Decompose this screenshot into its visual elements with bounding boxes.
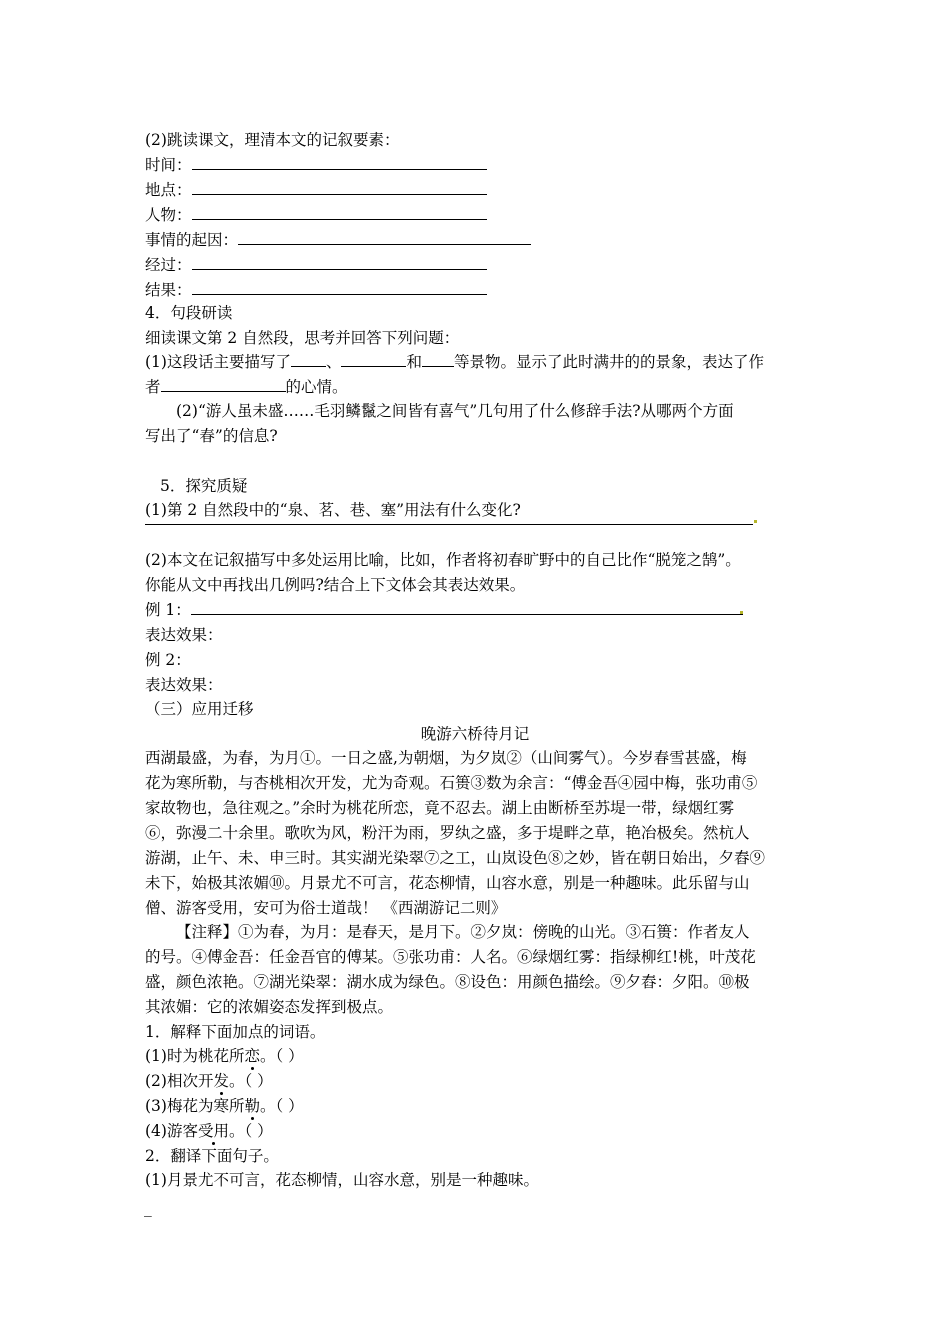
e1c-text: (3)梅花为寒所 <box>145 1097 245 1115</box>
question-2-line-2: 写出了“春”的信息? <box>145 427 278 445</box>
q1-text-e: 者 <box>145 378 161 396</box>
people-row <box>145 205 487 225</box>
cause-row <box>145 230 531 250</box>
section-5-question-2-line-2: 你能从文中再找出几例吗?结合上下文体会其表达效果。 <box>145 576 526 594</box>
q1-text-d: 等景物。显示了此时满井的的景象，表达了作 <box>454 353 765 371</box>
e1c-dotted-word: 勒 <box>244 1097 260 1115</box>
cause-blank[interactable] <box>238 230 531 245</box>
notes-line-1: 【注释】①为春，为月：是春天，是月下。②夕岚：傍晚的山光。③石篑：作者友人 <box>176 923 750 941</box>
exercise-2-heading: 2．翻译下面句子。 <box>145 1147 279 1165</box>
passage-line-7: 僧、游客受用，安可为俗士道哉！ 《西湖游记二则》 <box>145 899 507 917</box>
q1-text-b: 、 <box>325 353 342 371</box>
section-4-intro: 细读课文第 2 自然段，思考并回答下列问题： <box>145 329 460 347</box>
exercise-2-item-1: (1)月景尤不可言，花态柳情，山容水意，别是一种趣味。 <box>145 1171 539 1189</box>
place-row <box>145 180 487 200</box>
q1-text-f: 的心情。 <box>285 378 348 396</box>
q1-blank-2[interactable] <box>341 352 406 367</box>
exercise-1-item-1 <box>145 1046 304 1066</box>
q1-blank-3[interactable] <box>422 352 454 367</box>
e1a-dotted-word: 恋 <box>244 1047 260 1065</box>
notes-line-2: 的号。④傅金吾：任金吾官的傅某。⑤张功甫：人名。⑥绿烟红雾：指绿柳红!桃，叶茂花 <box>145 948 756 966</box>
notes-line-4: 其浓媚：它的浓媚姿态发挥到极点。 <box>145 998 394 1016</box>
passage-line-6: 未下，始极其浓媚⑩。月景尤不可言，花态柳情，山容水意，别是一种趣味。此乐留与山 <box>145 874 750 892</box>
answer-line-1[interactable] <box>145 524 753 525</box>
passage-line-3: 家故物也，急往观之。”余时为桃花所恋，竟不忍去。湖上由断桥至苏堤一带，绿烟红雾 <box>145 799 735 817</box>
e1c-answer[interactable]: 。（ ） <box>259 1097 304 1115</box>
margin-mark <box>740 611 743 614</box>
section-5-question-2-line-1: (2)本文在记叙描写中多处运用比喻，比如，作者将初春旷野中的自己比作“脱笼之鹄”。 <box>145 551 741 569</box>
question-1-line-2 <box>145 377 348 397</box>
passage-line-1: 西湖最盛，为春，为月①。一日之盛,为朝烟，为夕岚②（山间雾气）。今岁春雪甚盛，梅 <box>145 749 747 767</box>
q1-text-c: 和 <box>406 353 422 371</box>
question-2-line-1: (2)“游人虽未盛……毛羽鳞鬣之间皆有喜气”几句用了什么修辞手法?从哪两个方面 <box>176 402 734 420</box>
question-1-line-1 <box>145 352 764 372</box>
time-blank[interactable] <box>192 155 487 170</box>
e1d-dotted-word: 受用 <box>197 1122 229 1140</box>
result-blank[interactable] <box>192 280 487 295</box>
notes-line-3: 盛，颜色浓艳。⑦湖光染翠：湖水成为绿色。⑧设色：用颜色描绘。⑨夕舂：夕阳。⑩极 <box>145 973 750 991</box>
q1-blank-1[interactable] <box>291 352 326 367</box>
example-2-label: 例 2： <box>145 651 191 669</box>
process-blank[interactable] <box>192 255 487 270</box>
passage-line-2: 花为寒所勒，与杏桃相次开发，尤为奇观。石篑③数为余言：“傅金吾④园中梅，张功甫⑤ <box>145 774 758 792</box>
place-label: 地点： <box>145 181 192 199</box>
e1a-text: (1)时为桃花所 <box>145 1047 245 1065</box>
trailing-dash: _ <box>144 1199 152 1217</box>
section-4-heading: 4．句段研读 <box>145 304 233 322</box>
e1d-answer[interactable]: 。（ ） <box>228 1122 273 1140</box>
section-5-question-1: (1)第 2 自然段中的“泉、茗、巷、塞”用法有什么变化? <box>145 501 521 519</box>
process-label: 经过： <box>145 256 192 274</box>
passage-title: 晚游六桥待月记 <box>420 725 530 743</box>
e1a-answer[interactable]: 。（ ） <box>259 1047 304 1065</box>
reading-task-heading: (2)跳读课文，理清本文的记叙要素： <box>145 131 400 149</box>
result-label: 结果： <box>145 281 192 299</box>
process-row <box>145 255 487 275</box>
q1-text-a: (1)这段话主要描写了 <box>145 353 291 371</box>
exercise-1-item-4 <box>145 1121 273 1141</box>
time-label: 时间： <box>145 156 192 174</box>
people-blank[interactable] <box>192 205 487 220</box>
example-1-row <box>145 600 743 620</box>
section-5-heading: 5．探究质疑 <box>160 477 248 495</box>
exercise-1-item-3 <box>145 1096 304 1116</box>
example-1-blank[interactable] <box>191 600 743 615</box>
e1d-text: (4)游客 <box>145 1122 198 1140</box>
e1b-text: (2)相次开 <box>145 1072 214 1090</box>
people-label: 人物： <box>145 206 192 224</box>
place-blank[interactable] <box>192 180 487 195</box>
effect-1-label: 表达效果： <box>145 626 223 644</box>
passage-line-4: ⑥，弥漫二十余里。歌吹为风，粉汗为雨，罗纨之盛，多于堤畔之草，艳冶极矣。然杭人 <box>145 824 750 842</box>
q1-blank-4[interactable] <box>161 377 286 392</box>
margin-mark <box>754 520 757 523</box>
effect-2-label: 表达效果： <box>145 676 223 694</box>
exercise-1-item-2 <box>145 1071 273 1091</box>
e1b-dotted-word: 发 <box>213 1072 229 1090</box>
passage-line-5: 游湖，止午、未、申三时。其实湖光染翠⑦之工，山岚设色⑧之妙，皆在朝日始出，夕舂⑨ <box>145 849 766 867</box>
example-1-label: 例 1： <box>145 601 191 619</box>
result-row <box>145 280 487 300</box>
e1b-answer[interactable]: 。（ ） <box>228 1072 273 1090</box>
time-row <box>145 155 487 175</box>
exercise-1-heading: 1．解释下面加点的词语。 <box>145 1023 326 1041</box>
section-3-heading: （三）应用迁移 <box>145 700 254 718</box>
cause-label: 事情的起因： <box>145 231 239 249</box>
